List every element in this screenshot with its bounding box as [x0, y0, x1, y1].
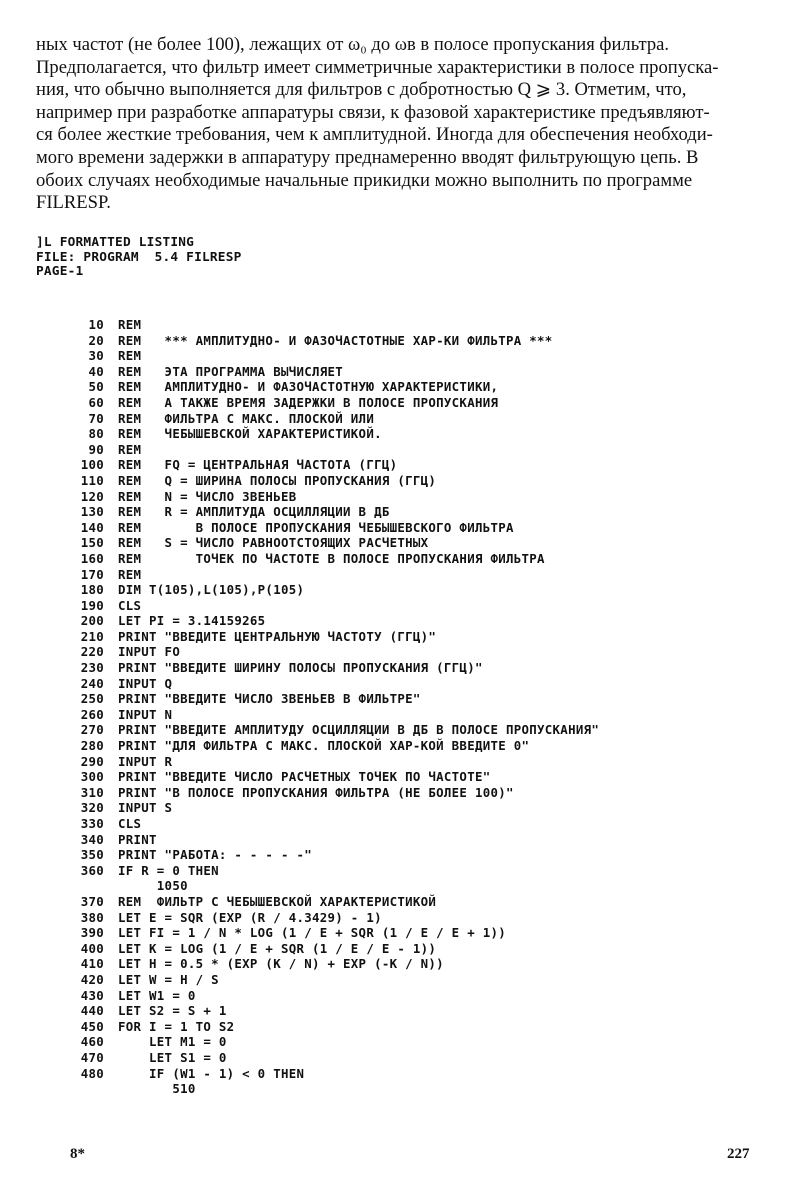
intro-line: FILRESP. — [36, 192, 111, 214]
listing-line — [60, 473, 760, 489]
line-number: 300 — [80, 769, 104, 785]
code-text: REM ФИЛЬТР С ЧЕБЫШЕВСКОЙ ХАРАКТЕРИСТИКОЙ — [118, 893, 437, 909]
code-text: LET E = SQR (EXP (R / 4.3429) - 1) — [118, 909, 382, 925]
listing-header-line: ]L FORMATTED LISTING — [36, 235, 195, 250]
listing-line — [60, 676, 760, 692]
line-number: 270 — [80, 722, 104, 738]
listing-line — [60, 644, 760, 660]
listing-line — [60, 863, 760, 879]
listing-line — [60, 1034, 760, 1050]
listing-line — [60, 551, 760, 567]
line-number: 320 — [80, 800, 104, 816]
code-text: PRINT "РАБОТА: - - - - -" — [118, 847, 312, 863]
line-number: 390 — [80, 925, 104, 941]
listing-line — [60, 629, 760, 645]
intro-line: например при разработке аппаратуры связи, к фазовой характеристике предъявляют- — [36, 101, 710, 123]
line-number: 150 — [80, 535, 104, 551]
listing-line — [60, 582, 760, 598]
line-number: 350 — [80, 847, 104, 863]
code-text: IF R = 0 THEN — [118, 862, 219, 878]
listing-header — [36, 236, 736, 280]
line-number: 420 — [80, 971, 104, 987]
intro-line: ных частот (не более 100), лежащих от ω₀ до ωв в полосе пропускания фильтра. — [36, 34, 670, 55]
line-number: 440 — [80, 1003, 104, 1019]
code-text: LET W = H / S — [118, 971, 219, 987]
listing-line — [60, 988, 760, 1004]
line-number: 310 — [80, 784, 104, 800]
listing-line — [60, 754, 760, 770]
line-number: 30 — [88, 348, 104, 364]
code-text: REM — [118, 441, 142, 457]
code-text: REM ТОЧЕК ПО ЧАСТОТЕ В ПОЛОСЕ ПРОПУСКАНИЯ ФИЛЬТРА — [118, 550, 545, 566]
listing-line — [60, 364, 760, 380]
code-text: LET FI = 1 / N * LOG (1 / E + SQR (1 / E / E + 1)) — [118, 925, 506, 941]
line-number — [60, 878, 104, 894]
code-text: CLS — [118, 816, 142, 831]
line-number: 480 — [80, 1065, 104, 1081]
code-text: PRINT — [118, 831, 157, 847]
listing-line — [60, 832, 760, 848]
line-number — [60, 1081, 104, 1097]
listing-line — [60, 457, 760, 473]
listing-line — [60, 847, 760, 863]
line-number: 200 — [80, 613, 104, 629]
listing-line — [60, 379, 760, 395]
listing-line — [60, 395, 760, 411]
line-number: 400 — [80, 940, 104, 956]
listing-line — [60, 894, 760, 910]
line-number: 340 — [80, 831, 104, 847]
listing-line — [60, 816, 760, 832]
intro-text — [36, 34, 752, 215]
listing-line — [60, 925, 760, 941]
listing-line — [60, 691, 760, 707]
listing-line — [60, 567, 760, 583]
line-number: 380 — [80, 909, 104, 925]
line-number: 250 — [80, 691, 104, 707]
line-number: 470 — [80, 1049, 104, 1065]
code-text: INPUT R — [118, 753, 173, 769]
intro-line: ния, что обычно выполняется для фильтров с добротностью Q ⩾ 3. Отметим, что, — [36, 79, 687, 101]
listing-line — [60, 598, 760, 614]
listing-line — [60, 1003, 760, 1019]
line-number: 460 — [80, 1034, 104, 1050]
listing-line — [60, 489, 760, 505]
line-number: 120 — [80, 488, 104, 504]
line-number: 430 — [80, 987, 104, 1003]
code-text: DIM T(105),L(105),P(105) — [118, 582, 305, 598]
code-text: LET PI = 3.14159265 — [118, 613, 266, 629]
listing-line — [60, 442, 760, 458]
listing-line — [60, 613, 760, 629]
program-listing — [60, 317, 760, 1097]
code-text: REM — [118, 566, 142, 582]
listing-line — [60, 738, 760, 754]
line-number: 410 — [80, 956, 104, 972]
code-text: REM Q = ШИРИНА ПОЛОСЫ ПРОПУСКАНИЯ (ГГЦ) — [118, 472, 437, 488]
line-number: 240 — [80, 675, 104, 691]
listing-line — [60, 660, 760, 676]
line-number: 50 — [88, 379, 104, 395]
listing-line — [60, 941, 760, 957]
code-text: 1050 — [118, 878, 188, 894]
line-number: 260 — [80, 706, 104, 722]
listing-line — [60, 317, 760, 333]
listing-line — [60, 878, 760, 894]
intro-paragraph — [36, 34, 752, 215]
code-text: REM В ПОЛОСЕ ПРОПУСКАНИЯ ЧЕБЫШЕВСКОГО ФИЛЬТРА — [118, 519, 514, 535]
listing-line — [60, 535, 760, 551]
code-text: PRINT "ВВЕДИТЕ ШИРИНУ ПОЛОСЫ ПРОПУСКАНИЯ (ГГЦ)" — [118, 660, 483, 676]
line-number: 330 — [80, 816, 104, 831]
intro-line: обоих случаях необходимые начальные прикидки можно выполнить по программе — [36, 169, 693, 191]
line-number: 160 — [80, 550, 104, 566]
intro-line: мого времени задержки в аппаратуру преднамеренно вводят фильтрующую цепь. В — [36, 146, 699, 168]
line-number: 140 — [80, 519, 104, 535]
listing-line — [60, 800, 760, 816]
line-number: 100 — [80, 457, 104, 473]
line-number: 40 — [88, 363, 104, 379]
signature-mark: 8* — [70, 1146, 85, 1162]
line-number: 70 — [88, 410, 104, 426]
line-number: 60 — [88, 394, 104, 410]
line-number: 210 — [80, 628, 104, 644]
listing-line — [60, 1081, 760, 1097]
line-number: 10 — [88, 317, 104, 332]
line-number: 280 — [80, 738, 104, 754]
listing-line — [60, 411, 760, 427]
listing-line — [60, 785, 760, 801]
intro-line: ся более жесткие требования, чем к амплитудной. Иногда для обеспечения необходи- — [36, 124, 713, 146]
code-text: PRINT "ВВЕДИТЕ ЧИСЛО РАСЧЕТНЫХ ТОЧЕК ПО ЧАСТОТЕ" — [118, 769, 491, 785]
code-text: IF (W1 - 1) < 0 THEN — [118, 1065, 305, 1081]
code-text: LET H = 0.5 * (EXP (K / N) + EXP (-K / N)) — [118, 956, 444, 972]
listing-line — [60, 520, 760, 536]
listing-line — [60, 769, 760, 785]
code-text: REM N = ЧИСЛО ЗВЕНЬЕВ — [118, 488, 297, 504]
code-text: REM А ТАКЖЕ ВРЕМЯ ЗАДЕРЖКИ В ПОЛОСЕ ПРОПУСКАНИЯ — [118, 394, 499, 410]
code-text: LET W1 = 0 — [118, 987, 196, 1003]
code-text: LET M1 = 0 — [118, 1034, 227, 1050]
listing-line — [60, 348, 760, 364]
code-text: REM ЧЕБЫШЕВСКОЙ ХАРАКТЕРИСТИКОЙ. — [118, 426, 382, 442]
line-number: 220 — [80, 644, 104, 660]
line-number: 110 — [80, 472, 104, 488]
code-text: PRINT "ДЛЯ ФИЛЬТРА С МАКС. ПЛОСКОЙ ХАР-КОЙ ВВЕДИТЕ 0" — [118, 738, 530, 754]
line-number: 180 — [80, 582, 104, 598]
listing-line — [60, 333, 760, 349]
line-number: 360 — [80, 862, 104, 878]
listing-line — [60, 1050, 760, 1066]
line-number: 20 — [88, 332, 104, 348]
listing-line — [60, 707, 760, 723]
listing-line — [60, 722, 760, 738]
listing-line — [60, 956, 760, 972]
page-number: 227 — [727, 1146, 750, 1162]
listing-line — [60, 1066, 760, 1082]
code-text: REM R = АМПЛИТУДА ОСЦИЛЛЯЦИИ В ДБ — [118, 504, 390, 520]
listing-header-line: PAGE-1 — [36, 264, 84, 279]
code-text: LET K = LOG (1 / E + SQR (1 / E / E - 1)) — [118, 940, 437, 956]
code-text: REM — [118, 348, 142, 364]
code-text: REM *** АМПЛИТУДНО- И ФАЗОЧАСТОТНЫЕ ХАР-КИ ФИЛЬТРА *** — [118, 332, 553, 348]
code-text: REM ЭТА ПРОГРАММА ВЫЧИСЛЯЕТ — [118, 363, 344, 379]
listing-line — [60, 426, 760, 442]
listing-line — [60, 910, 760, 926]
code-text: REM АМПЛИТУДНО- И ФАЗОЧАСТОТНУЮ ХАРАКТЕРИСТИКИ, — [118, 379, 499, 395]
code-text: CLS — [118, 597, 142, 613]
listing-line — [60, 1019, 760, 1035]
code-text: LET S1 = 0 — [118, 1049, 227, 1065]
code-text: REM FQ = ЦЕНТРАЛЬНАЯ ЧАСТОТА (ГГЦ) — [118, 457, 398, 473]
code-text: FOR I = 1 TO S2 — [118, 1018, 235, 1034]
line-number: 450 — [80, 1018, 104, 1034]
listing-line — [60, 972, 760, 988]
code-text: REM ФИЛЬТРА С МАКС. ПЛОСКОЙ ИЛИ — [118, 410, 375, 426]
code-text: LET S2 = S + 1 — [118, 1003, 227, 1019]
listing-line — [60, 504, 760, 520]
code-text: PRINT "ВВЕДИТЕ ЧИСЛО ЗВЕНЬЕВ В ФИЛЬТРЕ" — [118, 691, 421, 707]
intro-line: Предполагается, что фильтр имеет симметричные характеристики в полосе пропуска- — [36, 56, 719, 78]
listing-header-line: FILE: PROGRAM 5.4 FILRESP — [36, 249, 242, 265]
line-number: 130 — [80, 504, 104, 520]
code-text: PRINT "ВВЕДИТЕ ЦЕНТРАЛЬНУЮ ЧАСТОТУ (ГГЦ)" — [118, 628, 437, 644]
code-text: REM S = ЧИСЛО РАВНООТСТОЯЩИХ РАСЧЕТНЫХ — [118, 535, 429, 551]
line-number: 190 — [80, 597, 104, 613]
code-text: INPUT S — [118, 800, 173, 816]
line-number: 170 — [80, 566, 104, 582]
code-text: INPUT N — [118, 706, 173, 722]
line-number: 230 — [80, 660, 104, 676]
code-text: PRINT "В ПОЛОСЕ ПРОПУСКАНИЯ ФИЛЬТРА (НЕ БОЛЕЕ 100)" — [118, 784, 514, 800]
line-number: 290 — [80, 753, 104, 769]
code-text: REM — [118, 317, 142, 332]
code-text: INPUT FO — [118, 644, 181, 660]
line-number: 80 — [88, 426, 104, 442]
code-text: 510 — [118, 1081, 196, 1097]
line-number: 370 — [80, 893, 104, 909]
code-text: PRINT "ВВЕДИТЕ АМПЛИТУДУ ОСЦИЛЛЯЦИИ В ДБ В ПОЛОСЕ ПРОПУСКАНИЯ" — [118, 722, 600, 738]
code-text: INPUT Q — [118, 675, 173, 691]
line-number: 90 — [88, 441, 104, 457]
